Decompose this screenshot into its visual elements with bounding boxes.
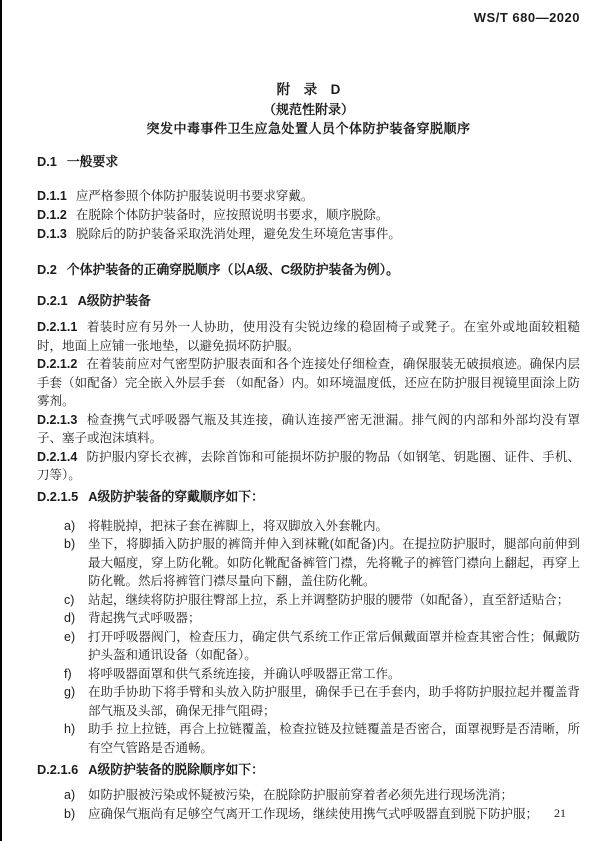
item-text: 将鞋脱掉，把袜子套在裤脚上，将双脚放入外套靴内。 (88, 518, 389, 533)
clause-number: D.1.2 (37, 208, 67, 222)
clause-text: 防护服内穿长衣裤，去除首饰和可能损坏防护服的物品（如钢笔、钥匙圈、证件、手机、刀等）。 (37, 449, 580, 482)
item-marker: h) (64, 722, 76, 736)
list-item (37, 683, 580, 720)
list-item (37, 628, 580, 665)
list-item (37, 786, 580, 805)
section-title: 一般要求 (66, 154, 119, 169)
page-content (37, 0, 580, 823)
section-title: A级防护装备 (77, 293, 151, 308)
item-text: 应确保气瓶尚有足够空气离开工作现场，继续使用携气式呼吸器直到脱下防护服； (88, 806, 539, 821)
clause-number: D.2.1.3 (37, 412, 78, 427)
section-heading-d2-1-5 (37, 488, 580, 506)
section-heading-d2-1 (37, 292, 580, 310)
page-number: 21 (554, 806, 566, 820)
list-item (37, 665, 580, 684)
item-text: 背起携气式呼吸器； (88, 611, 201, 625)
item-marker: b) (64, 537, 76, 551)
item-marker: f) (64, 666, 72, 681)
clause-number: D.1.3 (37, 227, 67, 241)
donning-steps-list (37, 517, 580, 758)
appendix-type: （规范性附录） (262, 102, 354, 117)
item-text: 坐下，将脚插入防护服的裤筒并伸入到袜靴(如配备)内。在提拉防护服时，腿部向前伸到最大幅度，穿上防化靴。如防化靴配备裤管门襟，先将靴子的裤管门襟向上翻起，再穿上防化靴。然后将裤管门襟尽量向下翻，盖住防化靴。 (88, 537, 580, 588)
section-number: D.2 (37, 262, 57, 277)
item-text: 站起，继续将防护服往臀部上拉，系上并调整防护服的腰带（如配备），直至舒适贴合； (88, 592, 570, 607)
clause-d1-1 (37, 187, 580, 206)
section-heading-d1 (37, 153, 580, 171)
section-number: D.1 (37, 154, 57, 169)
section-number: D.2.1.5 (37, 488, 79, 504)
clause-d1-3 (37, 225, 580, 244)
clause-text: 在脱除个体防护装备时，应按照说明书要求，顺序脱除。 (75, 208, 389, 222)
clause-d2-1-3 (37, 411, 580, 448)
item-text: 将呼吸器面罩和供气系统连接，并确认呼吸器正常工作。 (88, 666, 401, 681)
doffing-steps-list (37, 786, 580, 823)
item-marker: a) (64, 788, 76, 802)
section-title: 个体护装备的正确穿脱顺序（以A级、C级防护装备为例）。 (66, 262, 399, 277)
section-number: D.2.1.6 (37, 762, 79, 777)
item-marker: c) (64, 592, 75, 607)
clause-number: D.2.1.2 (37, 357, 78, 371)
clause-d2-1-2 (37, 355, 580, 411)
clause-d2-1-4 (37, 448, 580, 485)
section-heading-d2-1-6 (37, 761, 580, 779)
item-text: 如防护服被污染或怀疑被污染，在脱除防护服前穿着者必须先进行现场洗消； (88, 788, 514, 802)
list-item (37, 720, 580, 757)
section-heading-d2 (37, 261, 580, 279)
item-marker: b) (64, 806, 76, 821)
item-text: 打开呼吸器阀门，检查压力，确定供气系统工作正常后佩戴面罩并检查其密合性；佩戴防护头盔和通讯设备（如配备）。 (88, 629, 580, 662)
list-item (37, 517, 580, 536)
item-text: 助手 拉上拉链，再合上拉链覆盖，检查拉链及拉链覆盖是否密合，面罩视野是否清晰，所有空气管路是否通畅。 (88, 722, 580, 755)
clause-text: 在着装前应对气密型防护服表面和各个连接处仔细检查，确保服装无破损痕迹。确保内层手套（如配备）完全嵌入外层手套 （如配备）内。如环境温度低，还应在防护服目视镜里面涂上防雾剂。 (37, 357, 580, 408)
section-title: A级防护装备的脱除顺序如下： (88, 762, 264, 777)
appendix-label: 附 录 D (276, 82, 341, 97)
item-marker: g) (64, 685, 76, 699)
list-item (37, 591, 580, 610)
clause-number: D.2.1.1 (37, 320, 78, 334)
section-title: A级防护装备的穿戴顺序如下： (88, 488, 264, 504)
standard-number: WS/T 680—2020 (473, 10, 580, 25)
clause-text: 检查携气式呼吸器气瓶及其连接，确认连接严密无泄漏。排气阀的内部和外部均没有罩子、塞子或泡沫填料。 (37, 412, 580, 445)
item-text: 在助手协助下将手臂和头放入防护服里，确保手已在手套内，助手将防护服拉起并覆盖背部气瓶及头部，确保无排气阻碍； (88, 685, 580, 718)
list-item (37, 609, 580, 628)
item-marker: d) (64, 611, 76, 625)
page-edge-line (0, 0, 2, 841)
list-item (37, 805, 580, 824)
clause-number: D.2.1.4 (37, 449, 78, 464)
clause-text: 应严格参照个体防护服装说明书要求穿戴。 (75, 189, 314, 203)
clause-text: 脱除后的防护装备采取洗消处理，避免发生环境危害事件。 (75, 227, 401, 241)
appendix-title: 突发中毒事件卫生应急处置人员个体防护装备穿脱顺序 (146, 121, 471, 136)
item-marker: a) (64, 518, 76, 533)
item-marker: e) (64, 629, 76, 644)
clause-text: 着装时应有另外一人协助，使用没有尖锐边缘的稳固椅子或凳子。在室外或地面较粗糙时，地面上应铺一张地垫，以避免损坏防护服。 (37, 320, 580, 353)
clause-d1-2 (37, 206, 580, 225)
section-number: D.2.1 (37, 293, 68, 308)
clause-number: D.1.1 (37, 189, 67, 203)
list-item (37, 535, 580, 591)
clause-d2-1-1 (37, 318, 580, 355)
